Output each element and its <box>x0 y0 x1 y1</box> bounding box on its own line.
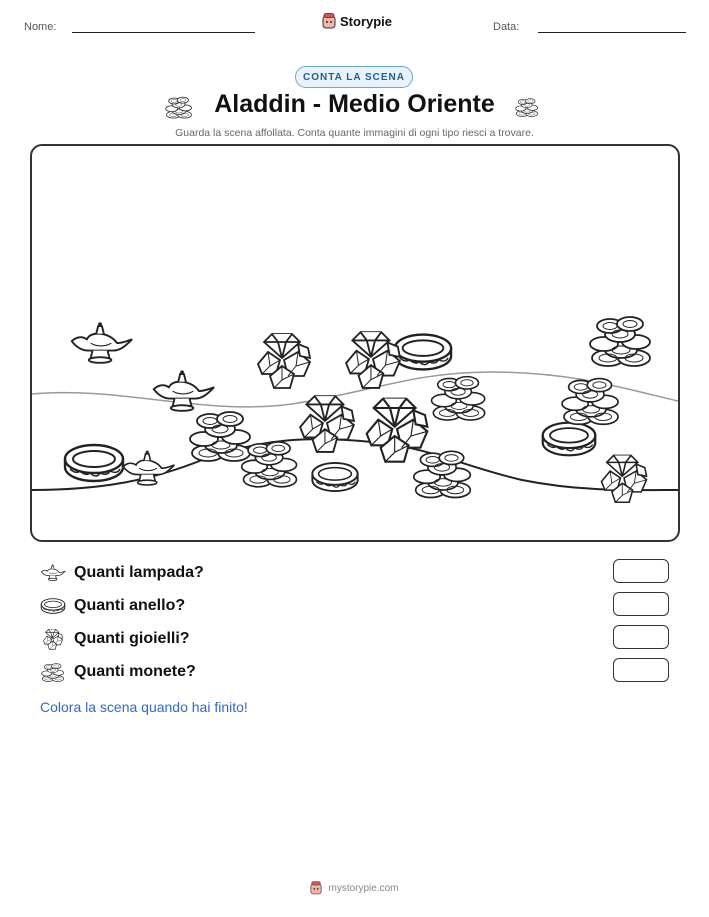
ring-3 <box>312 463 357 491</box>
lamp-icon <box>40 563 66 583</box>
question-label: Quanti lampada? <box>74 564 204 581</box>
jewels-icon <box>40 628 66 650</box>
jewels-3 <box>300 396 354 452</box>
brand-name: Storypie <box>340 13 393 29</box>
coins-4 <box>190 412 250 461</box>
storypie-mascot-icon <box>322 13 336 29</box>
coins-icon <box>512 96 542 118</box>
question-lamp <box>40 560 204 586</box>
coins-1 <box>590 317 650 366</box>
jewels-1 <box>258 334 310 388</box>
question-jewels <box>40 626 190 652</box>
question-ring <box>40 593 185 619</box>
jewels-2 <box>346 332 400 388</box>
scene-illustration[interactable] <box>32 146 680 542</box>
storypie-mascot-icon <box>310 881 322 895</box>
answer-box-lamp[interactable] <box>613 559 669 583</box>
question-label: Quanti anello? <box>74 597 186 614</box>
footer <box>0 881 709 895</box>
jewels-4 <box>367 399 428 462</box>
coins-6 <box>414 451 471 497</box>
coins-3 <box>562 379 618 425</box>
closing-instruction: Colora la scena quando hai finito! <box>40 699 248 715</box>
activity-badge: CONTA LA SCENA <box>295 66 413 88</box>
date-line[interactable] <box>538 32 686 33</box>
question-label: Quanti monete? <box>74 663 196 680</box>
answer-box-jewels[interactable] <box>613 625 669 649</box>
footer-url[interactable]: mystorypie.com <box>328 882 399 894</box>
name-label: Nome: <box>24 21 57 33</box>
name-line[interactable] <box>72 32 255 33</box>
instructions: Guarda la scena affollata. Conta quante immagini di ogni tipo riesci a trovare. <box>175 127 534 139</box>
ring-2 <box>395 335 451 370</box>
lamp-3 <box>123 451 174 485</box>
lamp-1 <box>72 322 132 363</box>
brand-logo <box>322 13 392 29</box>
coins-icon <box>40 661 66 683</box>
page-title: Aladdin - Medio Oriente <box>214 90 495 118</box>
date-label: Data: <box>493 21 520 33</box>
coins-5 <box>242 442 297 487</box>
scene-frame[interactable] <box>30 144 680 542</box>
ring-4 <box>543 423 596 456</box>
ring-icon <box>40 596 66 616</box>
answer-box-ring[interactable] <box>613 592 669 616</box>
question-label: Quanti gioielli? <box>74 630 190 647</box>
jewels-5 <box>601 455 646 502</box>
coins-2 <box>432 377 485 420</box>
ring-1 <box>65 445 123 481</box>
answer-box-coins[interactable] <box>613 658 669 682</box>
question-coins <box>40 659 196 685</box>
